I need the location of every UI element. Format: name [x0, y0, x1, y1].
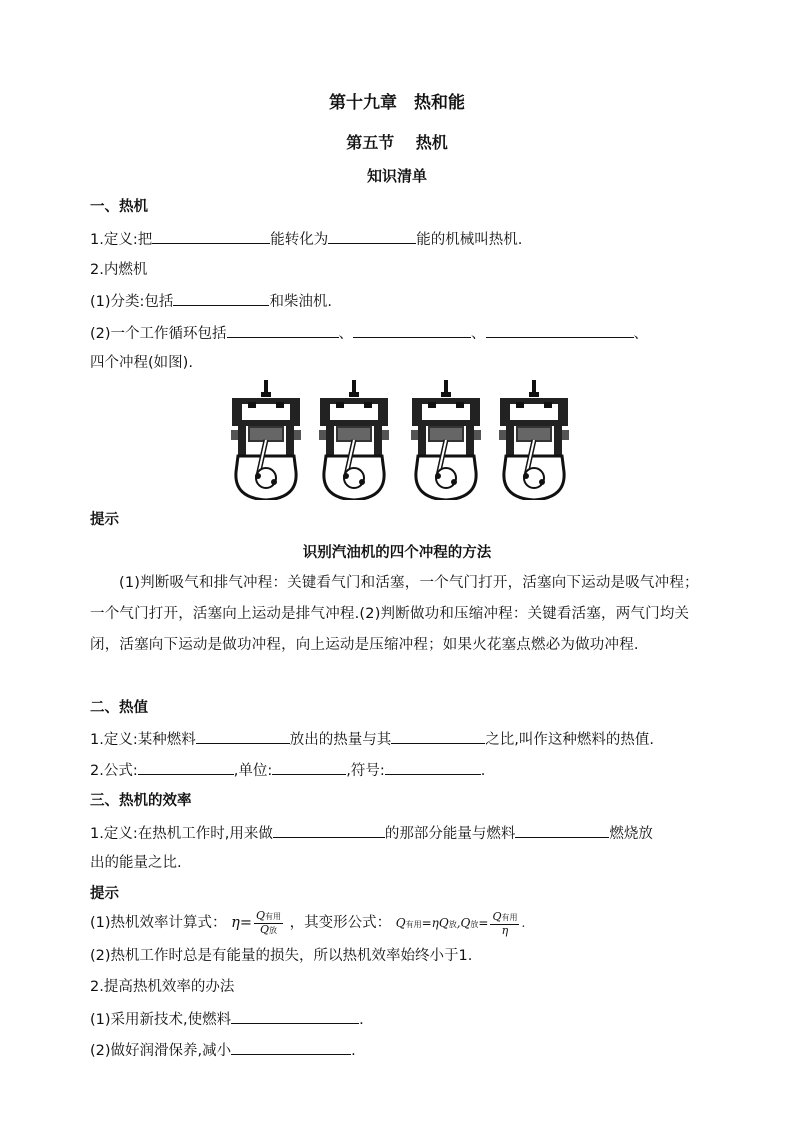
heat-value-formula: [90, 760, 485, 781]
eta: η: [501, 923, 509, 937]
blank-stroke-1[interactable]: [227, 323, 339, 338]
q: Q: [395, 916, 406, 930]
q: Q: [438, 916, 449, 930]
eta: η: [431, 916, 439, 930]
tip-body: (1)判断吸气和排气冲程：关键看气门和活塞，一个气门打开，活塞向下运动是吸气冲程；一个气门打开，活塞向上运动是排气冲程.(2)判断做功和压缩冲程：关键看活塞，两气门均关闭，活塞向下运动是做功冲程，向上运动是压缩冲程；如果火花塞点燃必为做功冲程.: [90, 575, 699, 653]
engine-stroke-4: [499, 380, 569, 500]
blank-unit[interactable]: [272, 760, 346, 775]
ice-classification: [90, 291, 332, 312]
part1-definition: [90, 229, 522, 250]
sub: 有用: [265, 911, 282, 921]
engine-stroke-1: [231, 380, 301, 500]
text: 燃烧放: [609, 826, 653, 842]
transformed-formula: Q有用=ηQ放,Q放= $\frac{\text{Q有用}}{\eta}$ .: [395, 909, 526, 937]
improve-heading: 2.提高热机效率的办法: [90, 979, 235, 995]
text: (1)热机效率计算式：: [90, 915, 227, 931]
text: 放出的热量与其: [289, 732, 392, 748]
heat-value-definition: [90, 729, 654, 750]
text: 的那部分能量与燃料: [384, 826, 516, 842]
part1-heading: 一、热机: [90, 199, 148, 215]
text: (2)一个工作循环包括: [90, 326, 227, 342]
ice-cycle-end: 四个冲程(如图).: [90, 355, 193, 371]
text: 、: [471, 326, 486, 342]
text: (1)采用新技术,使燃料: [90, 1012, 232, 1028]
fraction: [490, 911, 519, 937]
improve-way-2: [90, 1040, 356, 1061]
text: .: [480, 763, 486, 779]
blank-symbol[interactable]: [385, 760, 481, 775]
text: 能的机械叫热机.: [416, 232, 523, 248]
text: 、: [338, 326, 354, 342]
text: ，其变形公式：: [289, 915, 392, 931]
efficiency-definition: [90, 823, 653, 844]
text: 能转化为: [270, 232, 329, 248]
efficiency-formula: η= $\frac{\text{Q有用}}{\text{Q放}}$: [231, 908, 282, 936]
sub: 放: [470, 920, 479, 929]
engine-stroke-2: [319, 380, 389, 500]
efficiency-definition-end: 出的能量之比.: [90, 855, 182, 871]
sub: 放: [448, 920, 457, 929]
eta: η: [231, 915, 240, 931]
text: (1)分类:包括: [90, 294, 174, 310]
part2-heading: 二、热值: [90, 700, 148, 716]
text: .: [359, 1012, 364, 1028]
section-title: 第五节 热机: [346, 133, 448, 152]
engine-stroke-3: [411, 380, 481, 500]
sub: 有用: [501, 912, 518, 922]
q: Q: [460, 916, 471, 930]
blank-energy-2[interactable]: [328, 229, 416, 244]
subtitle: 知识清单: [366, 167, 427, 185]
blank-quantity[interactable]: [391, 729, 485, 744]
text: ,符号:: [346, 763, 385, 779]
tip-title: 识别汽油机的四个冲程的方法: [302, 545, 492, 561]
blank-stroke-2[interactable]: [353, 323, 471, 338]
blank-burn[interactable]: [231, 1009, 359, 1024]
fraction: [254, 910, 283, 937]
text: 1.定义:某种燃料: [90, 732, 196, 748]
q: Q: [260, 922, 270, 936]
q: Q: [492, 909, 502, 923]
improve-way-1: [90, 1009, 364, 1030]
ice-cycle: [90, 323, 648, 344]
blank-formula[interactable]: [138, 760, 234, 775]
tip-label: 提示: [90, 512, 119, 528]
tip2-label: 提示: [90, 886, 119, 902]
text: 和柴油机.: [269, 294, 333, 310]
blank-engine-type[interactable]: [173, 291, 269, 306]
efficiency-formula-line: [90, 906, 525, 942]
text: 2.公式:: [90, 763, 138, 779]
chapter-title: 第十九章 热和能: [329, 93, 465, 113]
energy-loss-note: (2)热机工作时总是有能量的损失，所以热机效率始终小于1.: [90, 948, 473, 964]
blank-friction[interactable]: [231, 1040, 351, 1055]
four-stroke-engine-diagram: [228, 380, 578, 500]
text: (2)做好润滑保养,减小: [90, 1043, 232, 1059]
text: 1.定义:把: [90, 232, 153, 248]
ice-heading: 2.内燃机: [90, 262, 148, 278]
sub: 有用: [405, 920, 422, 929]
blank-stroke-3[interactable]: [486, 323, 634, 338]
blank-complete[interactable]: [515, 823, 609, 838]
text: ,单位:: [233, 763, 273, 779]
part3-heading: 三、热机的效率: [90, 793, 192, 809]
text: .: [351, 1043, 356, 1059]
sub: 放: [269, 925, 278, 935]
text: 之比,叫作这种燃料的热值.: [485, 732, 654, 748]
q: Q: [256, 908, 266, 922]
blank-useful-work[interactable]: [273, 823, 385, 838]
text: 1.定义:在热机工作时,用来做: [90, 826, 273, 842]
blank-condition[interactable]: [196, 729, 290, 744]
blank-energy-1[interactable]: [152, 229, 270, 244]
text: 、: [633, 326, 649, 342]
